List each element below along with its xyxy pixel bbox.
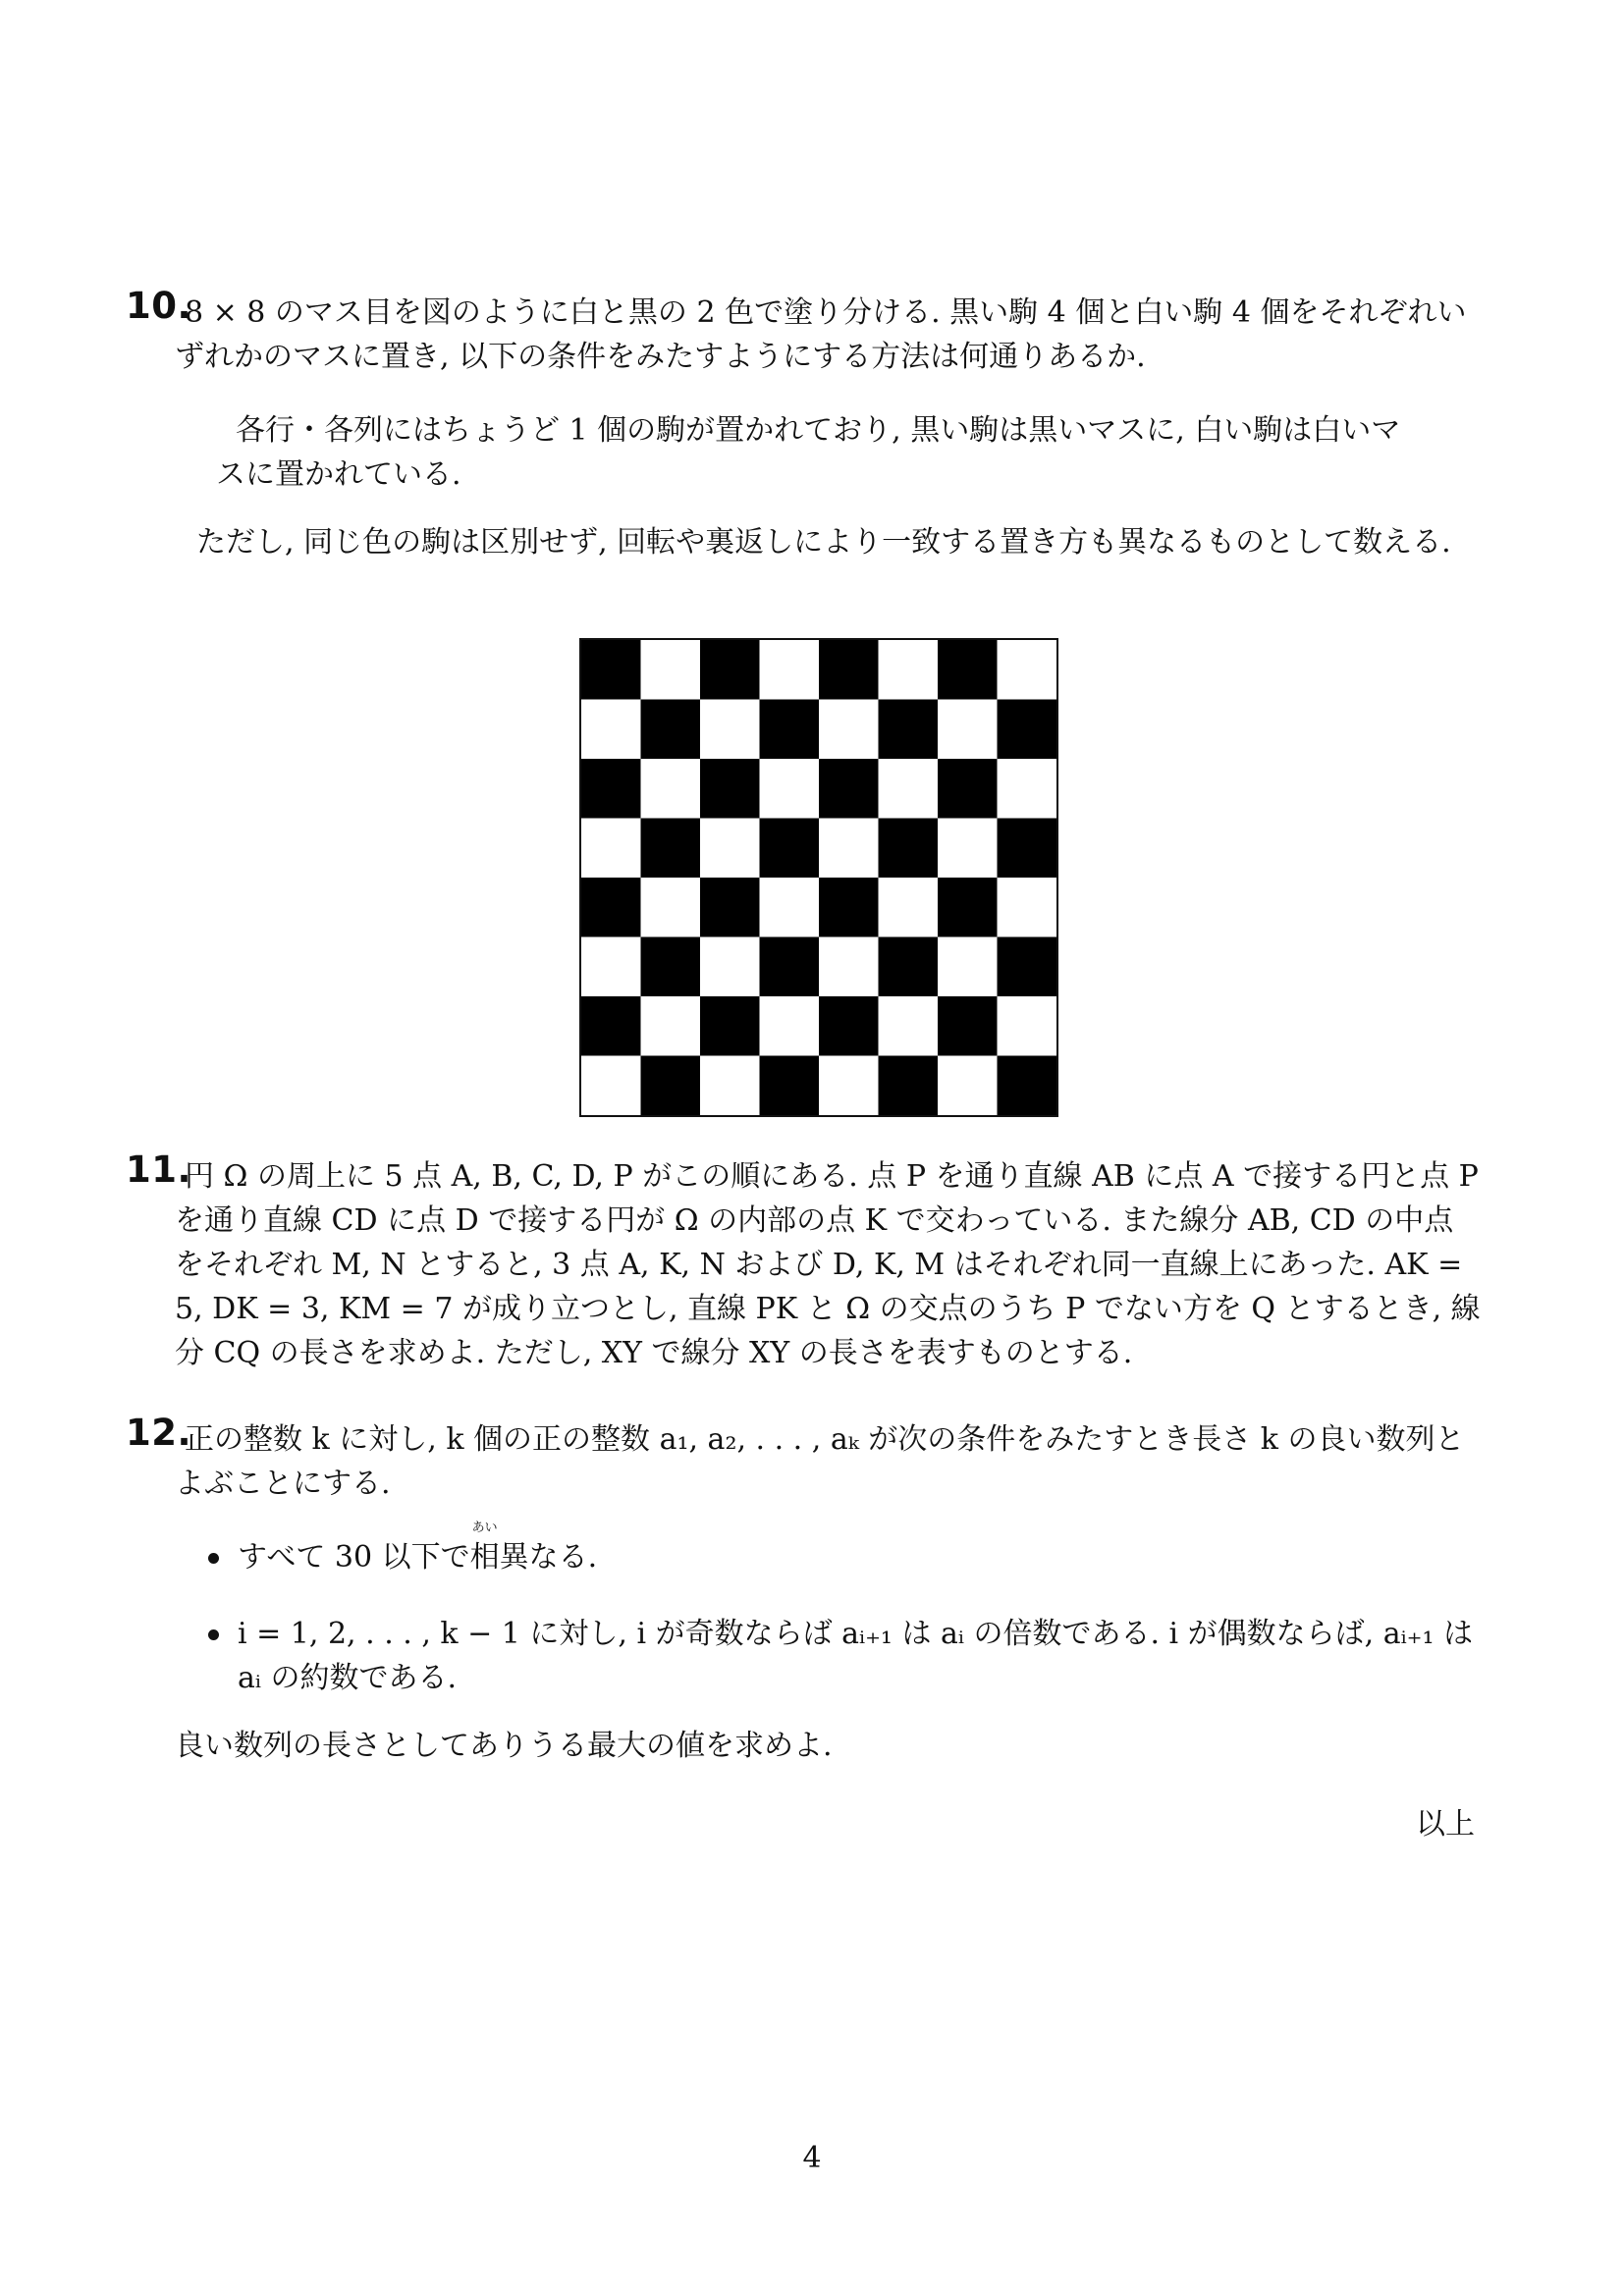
bullet-2-text: i = 1, 2, . . . , k − 1 に対し, i が奇数ならば aᵢ₊₁ は aᵢ の倍数である. i が偶数ならば, aᵢ₊₁ は aᵢ の約数である. [238,1617,1474,1695]
black-square [879,1056,939,1116]
problem-11 [126,1148,1481,1375]
black-square [998,700,1057,760]
white-square [998,759,1057,819]
problem-number: 12. [126,1412,192,1454]
white-square [819,937,879,997]
black-square [760,937,820,997]
page-number: 4 [802,2141,822,2175]
condition-bullet-2 [208,1612,1485,1700]
white-square [879,640,939,700]
black-square [819,759,879,819]
white-square [760,878,820,937]
bullet-icon [208,1629,219,1640]
bullet-1-text-after: 異なる. [499,1540,598,1575]
problem-10 [126,285,1481,379]
white-square [819,819,879,879]
black-square [938,878,998,937]
white-square [760,996,820,1056]
black-square [819,996,879,1056]
problem-10-condition: 各行・各列にはちょうど 1 個の駒が置かれており, 黒い駒は黒いマスに, 白い駒は白いマスに置かれている. [216,413,1401,492]
black-square [879,937,939,997]
white-square [998,996,1057,1056]
white-square [641,759,701,819]
bullet-1-text-before: すべて 30 以下で [238,1540,470,1575]
black-square [938,640,998,700]
white-square [641,640,701,700]
white-square [581,819,641,879]
closing-mark: 以上 [1416,1807,1475,1842]
white-square [879,996,939,1056]
white-square [819,700,879,760]
problem-text: 正の整数 k に対し, k 個の正の整数 a₁, a₂, . . . , aₖ が次の条件をみたすとき長さ k の良い数列とよぶことにする. [175,1422,1465,1501]
black-square [581,996,641,1056]
black-square [760,700,820,760]
problem-12-question: 良い数列の長さとしてありうる最大の値を求めよ. [175,1729,833,1763]
checkerboard-svg [581,640,1056,1115]
black-square [819,878,879,937]
black-square [641,937,701,997]
condition-bullet-1 [208,1521,1485,1579]
checkerboard-figure [579,638,1058,1117]
black-square [998,1056,1057,1116]
white-square [700,700,760,760]
black-square [700,640,760,700]
black-square [879,700,939,760]
black-square [641,700,701,760]
black-square [998,937,1057,997]
white-square [641,878,701,937]
white-square [581,937,641,997]
black-square [938,996,998,1056]
black-square [998,819,1057,879]
black-square [700,996,760,1056]
black-square [581,878,641,937]
white-square [641,996,701,1056]
black-square [760,1056,820,1116]
problem-text: 円 Ω の周上に 5 点 A, B, C, D, P がこの順にある. 点 P を通り直線 AB に点 A で接する円と点 P を通り直線 CD に点 D で接する円が Ω の内部の点 K で交わっている. また線分 AB, CD の中点をそれぞれ M, N とすると, 3 点 A, K, N および D, K, M はそれぞれ同一直線上にあった. AK = 5, DK = 3, KM = 7 が成り立つとし, 直線 PK と Ω の交点のうち P でない方を Q とするとき, 線分 CQ の長さを求めよ. ただし, XY で線分 XY の長さを表すものとする. [175,1159,1481,1370]
white-square [938,937,998,997]
white-square [700,937,760,997]
white-square [998,878,1057,937]
problem-number: 11. [126,1148,192,1191]
white-square [879,759,939,819]
white-square [819,1056,879,1116]
black-square [641,819,701,879]
black-square [760,819,820,879]
black-square [938,759,998,819]
furigana: あい [471,1521,498,1535]
problem-text: 8 × 8 のマス目を図のように白と黒の 2 色で塗り分ける. 黒い駒 4 個と白い駒 4 個をそれぞれいずれかのマスに置き, 以下の条件をみたすようにする方法は何通りあるか. [175,295,1467,374]
black-square [819,640,879,700]
white-square [700,819,760,879]
black-square [581,759,641,819]
black-square [581,640,641,700]
white-square [581,700,641,760]
white-square [938,1056,998,1116]
black-square [641,1056,701,1116]
white-square [760,759,820,819]
white-square [998,640,1057,700]
white-square [700,1056,760,1116]
white-square [938,819,998,879]
bullet-icon [208,1553,219,1564]
problem-10-note: ただし, 同じ色の駒は区別せず, 回転や裏返しにより一致する置き方も異なるものとして数える. [196,525,1451,560]
ruby-base-kanji: 相 [469,1540,500,1575]
white-square [760,640,820,700]
problem-number: 10. [126,285,192,327]
black-square [700,759,760,819]
black-square [879,819,939,879]
white-square [938,700,998,760]
problem-12 [126,1412,1481,1506]
white-square [879,878,939,937]
black-square [700,878,760,937]
white-square [581,1056,641,1116]
